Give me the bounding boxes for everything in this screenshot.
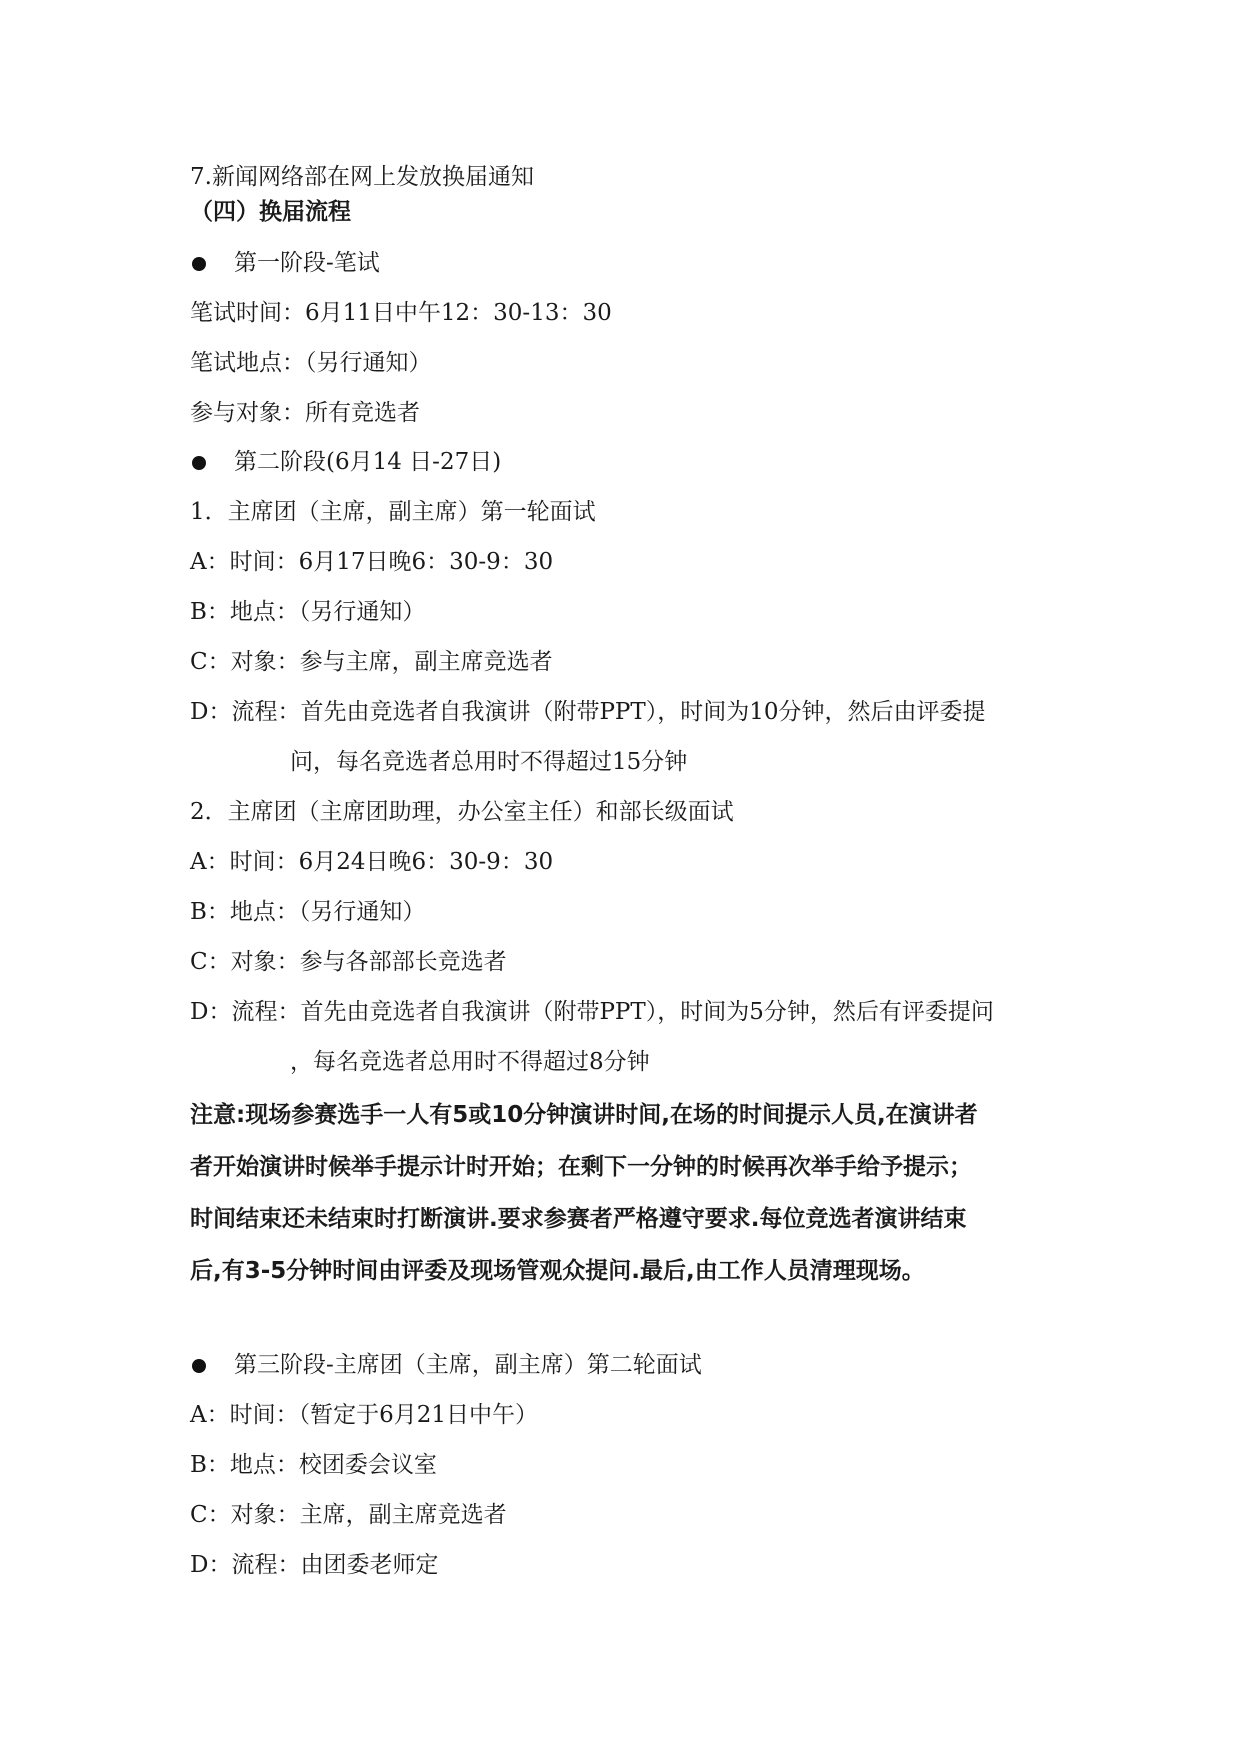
stage1-heading — [190, 248, 380, 278]
stage1-who: 参与对象：所有竞选者 — [190, 400, 420, 426]
stage2-part1-time: A：时间：6月17日晚6：30-9：30 — [190, 549, 554, 575]
stage2-part1-process-cont: 问，每名竞选者总用时不得超过15分钟 — [290, 749, 688, 775]
stage3-target: C：对象：主席，副主席竞选者 — [190, 1502, 507, 1528]
stage2-title: 第二阶段(6月14 日-27日) — [234, 449, 502, 475]
stage2-part2-process: D：流程：首先由竞选者自我演讲（附带PPT），时间为5分钟，然后有评委提问 — [190, 999, 994, 1025]
bullet-icon — [192, 1359, 206, 1373]
note-line-2: 者开始演讲时候举手提示计时开始；在剩下一分钟的时候再次举手给予提示； — [190, 1154, 972, 1180]
note-line-4: 后,有3-5分钟时间由评委及现场管观众提问.最后,由工作人员清理现场。 — [190, 1258, 925, 1284]
stage2-part2-place: B：地点：（另行通知） — [190, 899, 426, 925]
note-line-3: 时间结束还未结束时打断演讲.要求参赛者严格遵守要求.每位竞选者演讲结束 — [190, 1206, 967, 1232]
stage2-part2-title: 2．主席团（主席团助理，办公室主任）和部长级面试 — [190, 799, 734, 825]
stage3-process: D：流程：由团委老师定 — [190, 1552, 439, 1578]
stage1-time: 笔试时间：6月11日中午12：30-13：30 — [190, 300, 612, 326]
note-line-1: 注意:现场参赛选手一人有5或10分钟演讲时间,在场的时间提示人员,在演讲者 — [190, 1102, 978, 1128]
stage1-title: 第一阶段-笔试 — [234, 250, 380, 276]
stage2-part2-process-cont: ，每名竞选者总用时不得超过8分钟 — [290, 1049, 650, 1075]
stage1-place: 笔试地点：（另行通知） — [190, 350, 432, 376]
stage2-part1-title: 1．主席团（主席，副主席）第一轮面试 — [190, 499, 596, 525]
stage2-part1-process: D：流程：首先由竞选者自我演讲（附带PPT），时间为10分钟，然后由评委提 — [190, 699, 986, 725]
bullet-icon — [192, 456, 206, 470]
bullet-icon — [192, 257, 206, 271]
stage2-heading — [190, 447, 501, 477]
stage2-part1-place: B：地点：（另行通知） — [190, 599, 426, 625]
stage3-time: A：时间：（暂定于6月21日中午） — [190, 1402, 539, 1428]
item-7-text: 7.新闻网络部在网上发放换届通知 — [190, 164, 534, 190]
stage2-part2-time: A：时间：6月24日晚6：30-9：30 — [190, 849, 554, 875]
stage2-part1-target: C：对象：参与主席，副主席竞选者 — [190, 649, 553, 675]
stage3-heading — [190, 1350, 702, 1380]
section-title: （四）换届流程 — [190, 199, 351, 225]
stage2-part2-target: C：对象：参与各部部长竞选者 — [190, 949, 507, 975]
stage3-title: 第三阶段-主席团（主席，副主席）第二轮面试 — [234, 1352, 702, 1378]
stage3-place: B：地点：校团委会议室 — [190, 1452, 437, 1478]
